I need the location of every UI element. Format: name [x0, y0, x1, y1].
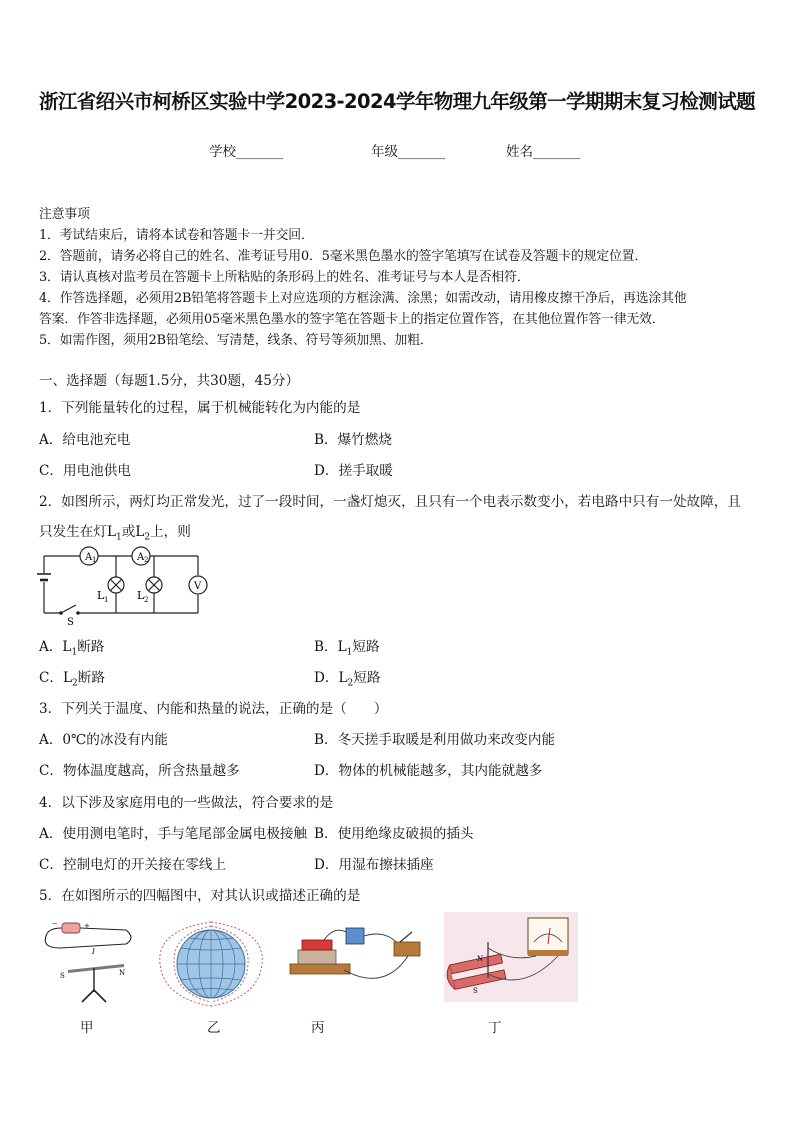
q2-option-d: D．$L_2$短路	[314, 670, 381, 689]
question-2-stem-line1: 2．如图所示，两灯均正常发光，过了一段时间，一盏灯熄灭，且只有一个电表示数变小，若电路中只有一处故障，且	[39, 494, 741, 510]
q3-option-b: B．冬天搓手取暖是利用做功来改变内能	[314, 732, 556, 748]
svg-text:2: 2	[144, 556, 149, 564]
section-heading: 一、选择题（每题1.5分，共30题，45分）	[39, 373, 300, 389]
caption-ding: 丁	[488, 1020, 502, 1036]
svg-text:S: S	[67, 617, 74, 628]
q4-option-d: D．用湿布擦抹插座	[314, 857, 434, 873]
q2-option-b: B．$L_1$短路	[314, 639, 380, 658]
notice-item: 4．作答选择题，必须用2B铅笔将答题卡上对应选项的方框涂满、涂黑；如需改动，请用橡皮擦干净后，再选涂其他	[39, 291, 687, 306]
q1-option-d: D．搓手取暖	[314, 463, 393, 479]
question-3-stem: 3．下列关于温度、内能和热量的说法，正确的是（ ）	[39, 701, 388, 717]
figure-ding-induction	[444, 912, 578, 1002]
svg-text:N: N	[477, 955, 484, 963]
figure-bing-electromagnet	[284, 922, 426, 998]
battery-box-icon	[346, 928, 364, 944]
question-1-stem: 1．下列能量转化的过程，属于机械能转化为内能的是	[39, 400, 361, 416]
figure-yi-earth-field	[152, 918, 270, 1010]
galvanometer-icon	[528, 918, 568, 954]
svg-text:−: −	[52, 920, 58, 928]
grade-blank: _______	[398, 144, 446, 160]
magnet-icon	[302, 940, 332, 950]
grade-label: 年级	[371, 144, 398, 160]
q1-option-a: A．给电池充电	[39, 432, 131, 448]
page-title: 浙江省绍兴市柯桥区实验中学2023-2024学年物理九年级第一学期期末复习检测试题	[38, 90, 756, 113]
notice-heading: 注意事项	[39, 207, 90, 222]
notice-item: 3．请认真核对监考员在答题卡上所粘贴的条形码上的姓名、准考证号与本人是否相符．	[39, 270, 530, 285]
caption-jia: 甲	[80, 1020, 94, 1036]
q4-option-c: C．控制电灯的开关接在零线上	[39, 857, 227, 873]
svg-text:I: I	[92, 948, 95, 956]
circuit-diagram	[36, 543, 214, 628]
svg-text:+: +	[84, 922, 90, 930]
q3-option-a: A．0℃的冰没有内能	[39, 732, 168, 748]
name-label: 姓名	[506, 144, 533, 160]
notice-item: 5．如需作图，须用2B铅笔绘、写清楚，线条、符号等须加黑、加粗．	[39, 333, 433, 348]
school-field	[209, 140, 283, 160]
battery-icon	[62, 923, 80, 933]
svg-text:A: A	[85, 552, 93, 563]
grade-field	[371, 140, 445, 160]
q3-option-d: D．物体的机械能越多，其内能就越多	[314, 763, 543, 779]
question-5-stem: 5．在如图所示的四幅图中，对其认识或描述正确的是	[39, 888, 361, 904]
q3-option-c: C．物体温度越高，所含热量越多	[39, 763, 240, 779]
q1-option-b: B．爆竹燃烧	[314, 432, 392, 448]
compass-needle-icon	[68, 964, 124, 973]
notice-item: 答案．作答非选择题，必须用05毫米黑色墨水的签字笔在答题卡上的指定位置作答，在其他位置作答一律无效．	[39, 312, 665, 327]
q2-option-c: C．$L_2$断路	[39, 670, 105, 689]
svg-text:2: 2	[144, 596, 149, 604]
name-field	[506, 140, 580, 160]
q2-option-a: A．$L_1$断路	[39, 639, 105, 658]
question-2-stem-line2: 只发生在灯$L_1$或$L_2$上，则	[39, 524, 191, 543]
svg-text:1: 1	[104, 596, 109, 604]
svg-text:A: A	[137, 552, 145, 563]
school-label: 学校	[209, 144, 236, 160]
switch-icon	[394, 942, 420, 956]
notice-item: 2．答题前，请务必将自己的姓名、准考证号用0．5毫米黑色墨水的签字笔填写在试卷及答题卡的规定位置．	[39, 249, 648, 264]
caption-yi: 乙	[207, 1020, 221, 1036]
svg-text:S: S	[473, 987, 478, 995]
svg-text:V: V	[194, 581, 202, 592]
school-blank: _______	[236, 144, 284, 160]
svg-text:L: L	[97, 589, 105, 602]
q4-option-a: A．使用测电笔时，手与笔尾部金属电极接触	[39, 826, 308, 842]
svg-text:S: S	[60, 972, 65, 980]
name-blank: _______	[533, 144, 581, 160]
q4-option-b: B．使用绝缘皮破损的插头	[314, 826, 474, 842]
figure-jia-oersted	[38, 918, 138, 1010]
question-4-stem: 4．以下涉及家庭用电的一些做法，符合要求的是	[39, 795, 334, 811]
svg-text:N: N	[119, 969, 126, 977]
notice-item: 1．考试结束后，请将本试卷和答题卡一并交回．	[39, 228, 314, 243]
caption-bing: 丙	[311, 1020, 325, 1036]
q1-option-c: C．用电池供电	[39, 463, 131, 479]
svg-text:L: L	[137, 589, 145, 602]
svg-text:1: 1	[92, 556, 97, 564]
